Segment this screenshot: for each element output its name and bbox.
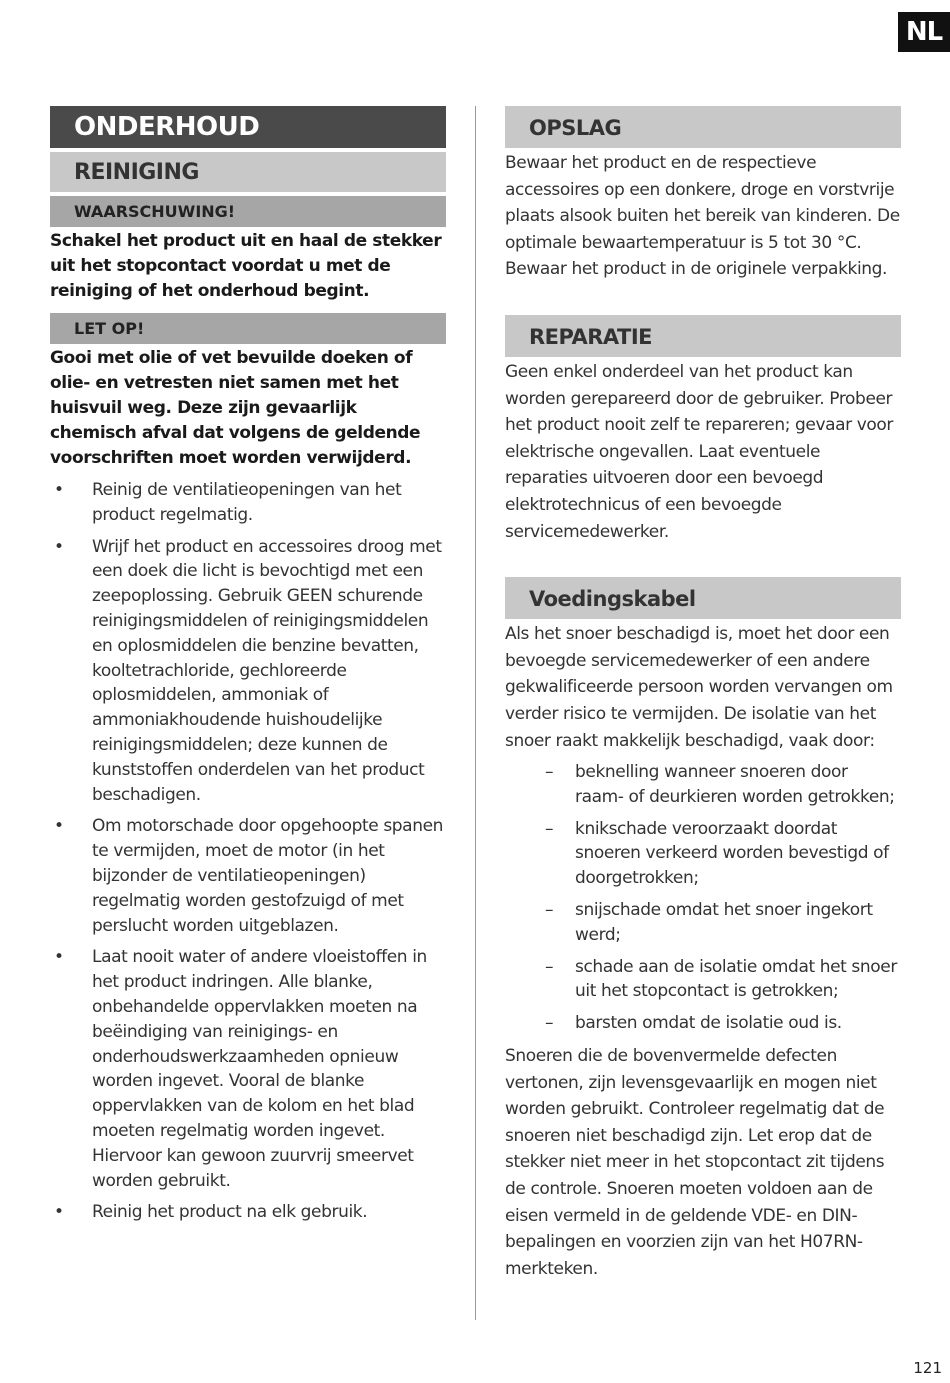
list-item: – barsten omdat de isolatie oud is. [505,1011,901,1036]
left-column [50,106,446,1232]
list-item: – knikschade veroorzaakt doordat snoeren verkeerd worden bevestigd of doorgetrokken; [505,817,901,891]
warning-text: Schakel het product uit en haal de stekker uit het stopcontact voordat u met de reiniging of het onderhoud begint. [50,231,442,301]
section-title-reparatie: REPARATIE [505,315,901,357]
section-title-opslag: OPSLAG [505,106,901,148]
list-item: • Reinig de ventilatieopeningen van het product regelmatig. [50,478,446,528]
page-number: 121 [913,1359,942,1377]
language-tab: NL [898,12,950,52]
cable-intro-text: Als het snoer beschadigd is, moet het door een bevoegde servicemedewerker of een andere gekwalificeerde persoon worden vervangen om verder risico te vermijden. De isolatie van het snoer raakt makkelijk beschadigd, vaak door: [505,624,893,751]
right-column [505,106,901,1282]
column-divider [475,106,476,1320]
repair-text: Geen enkel onderdeel van het product kan worden gerepareerd door de gebruiker. Probeer het product nooit zelf te repareren; gevaar voor elektrische ongevallen. Laat eventuele reparaties uitvoeren door een bevoegd elektrotechnicus of een bevoegde servicemedewerker. [505,361,894,542]
warning-label: WAARSCHUWING! [50,196,446,227]
subsection-title-reiniging: REINIGING [50,152,446,192]
list-item: – schade aan de isolatie omdat het snoer uit het stopcontact is getrokken; [505,955,901,1005]
list-item: • Laat nooit water of andere vloeistoffen in het product indringen. Alle blanke, onbehandelde oppervlakken moeten na beëindiging van reinigings- en onderhoudswerkzaamheden opnieuw worden ingevet. Vooral de blanke oppervlakken van de kolom en het blad moeten regelmatig worden ingevet. Hiervoor kan gewoon zuurvrij smeervet worden gebruikt. [50,945,446,1193]
storage-text: Bewaar het product en de respectieve accessoires op een donkere, droge en vorstvrije plaats alsook buiten het bereik van kinderen. De optimale bewaartemperatuur is 5 tot 30 °C. Bewaar het product in de originele verpakking. [505,153,900,280]
list-item: – snijschade omdat het snoer ingekort werd; [505,898,901,948]
list-item: • Reinig het product na elk gebruik. [50,1200,446,1225]
list-item: – beknelling wanneer snoeren door raam- of deurkieren worden getrokken; [505,760,901,810]
list-item: • Om motorschade door opgehoopte spanen te vermijden, moet de motor (in het bijzonder de ventilatieopeningen) regelmatig worden gestofzuigd of met perslucht worden uitgeblazen. [50,814,446,938]
caution-text: Gooi met olie of vet bevuilde doeken of olie- en vetresten niet samen met het huisvuil weg. Deze zijn gevaarlijk chemisch afval dat volgens de geldende voorschriften moet worden verwijderd. [50,348,421,468]
cable-damage-list [505,760,901,1036]
caution-label: LET OP! [50,313,446,344]
list-item: • Wrijf het product en accessoires droog met een doek die licht is bevochtigd met een zeepoplossing. Gebruik GEEN schurende reinigingsmiddelen of reinigingsmiddelen en oplosmiddelen die benzine bevatten, kooltetrachloride, gechloreerde oplosmiddelen, ammoniak of ammoniakhoudende huishoudelijke reinigingsmiddelen; deze kunnen de kunststoffen onderdelen van het product beschadigen. [50,535,446,808]
cable-outro-text: Snoeren die de bovenvermelde defecten vertonen, zijn levensgevaarlijk en mogen niet worden gebruikt. Controleer regelmatig dat de snoeren niet beschadigd zijn. Let erop dat de stekker niet meer in het stopcontact zit tijdens de controle. Snoeren moeten voldoen aan de eisen vermeld in de geldende VDE- en DIN-bepalingen en voorzien zijn van het H07RN-merkteken. [505,1046,885,1279]
cleaning-bullet-list [50,478,446,1225]
section-title-voedingskabel: Voedingskabel [505,577,901,619]
section-title-onderhoud: ONDERHOUD [50,106,446,148]
